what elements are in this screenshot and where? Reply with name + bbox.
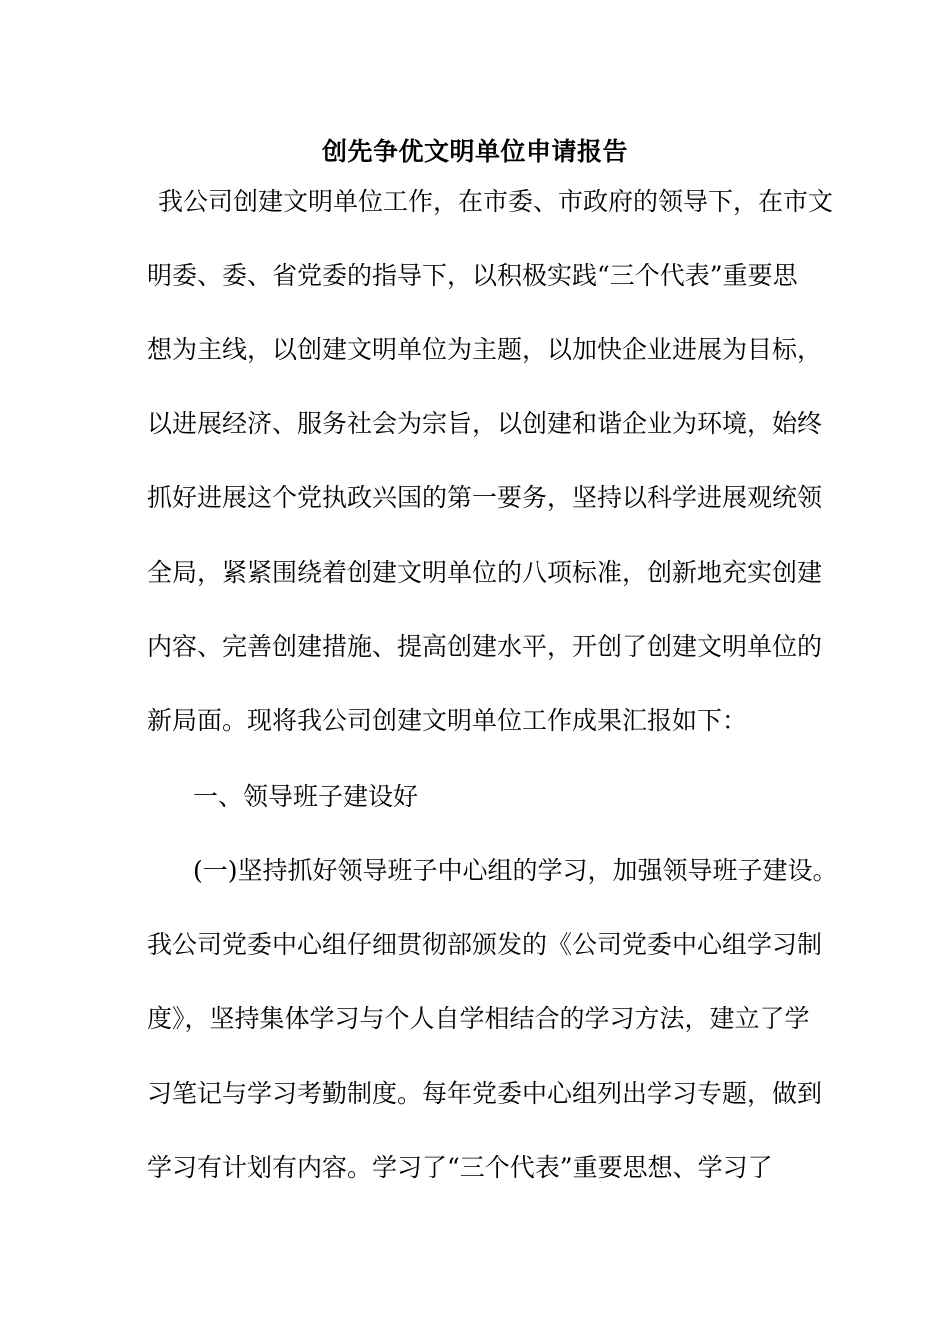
section-heading: 一、领导班子建设好 (193, 782, 419, 811)
paragraph-line: 度》，坚持集体学习与个人自学相结合的学习方法，建立了学 (147, 1004, 810, 1033)
paragraph-line: 抓好进展这个党执政兴国的第一要务，坚持以科学进展观统领 (147, 483, 823, 512)
paragraph-line: 内容、完善创建措施、提高创建水平，开创了创建文明单位的 (147, 632, 823, 661)
paragraph-line: 我公司创建文明单位工作，在市委、市政府的领导下，在市文 (158, 187, 834, 216)
paragraph-line: 我公司党委中心组仔细贯彻部颁发的《公司党委中心组学习制 (147, 930, 823, 959)
paragraph-line: 明委、委、省党委的指导下，以积极实践“三个代表”重要思 (147, 261, 798, 290)
paragraph-line: 习笔记与学习考勤制度。每年党委中心组列出学习专题，做到 (147, 1079, 823, 1108)
paragraph-line: 以进展经济、服务社会为宗旨，以创建和谐企业为环境，始终 (147, 409, 823, 438)
paragraph-line: 学习有计划有内容。学习了“三个代表”重要思想、学习了 (147, 1153, 773, 1182)
paragraph-line: 全局，紧紧围绕着创建文明单位的八项标准，创新地充实创建 (147, 558, 823, 587)
subsection-heading: (一)坚持抓好领导班子中心组的学习，加强领导班子建设。 (193, 856, 838, 885)
paragraph-line: 想为主线，以创建文明单位为主题，以加快企业进展为目标， (147, 335, 823, 364)
document-title: 创先争优文明单位申请报告 (321, 137, 628, 166)
paragraph-line: 新局面。现将我公司创建文明单位工作成果汇报如下： (147, 706, 748, 735)
